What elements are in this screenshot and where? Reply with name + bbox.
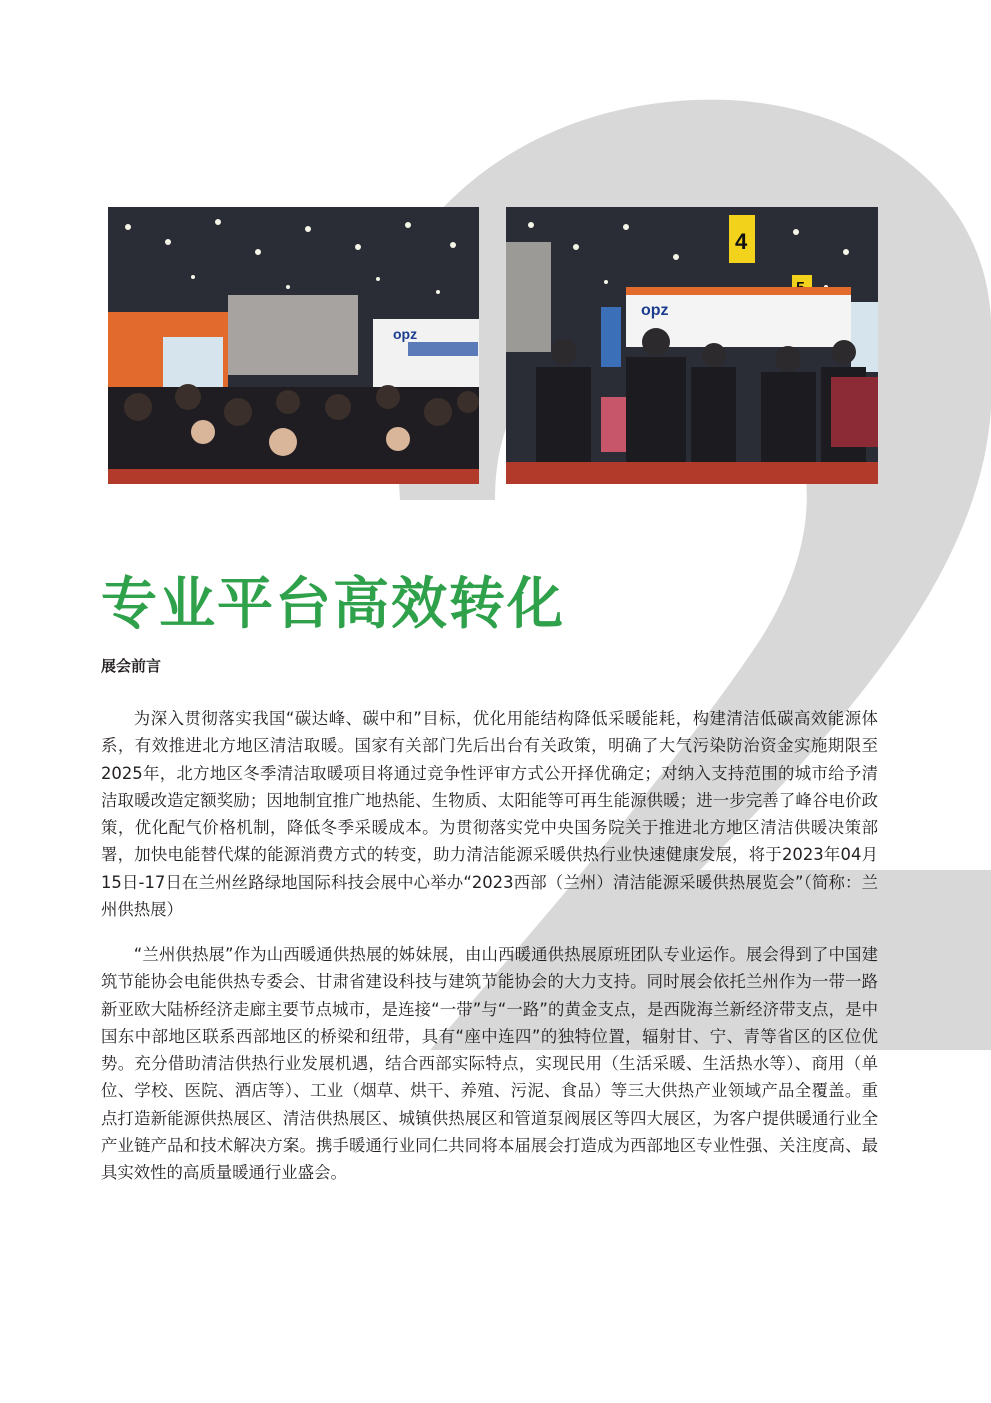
exhibition-hall-photo-left xyxy=(108,207,479,484)
booth-sign-left: opz xyxy=(393,326,418,342)
exhibition-hall-photo-right xyxy=(506,207,878,484)
intro-paragraph-2: “兰州供热展”作为山西暖通供热展的姊妹展，由山西暖通供热展原班团队专业运作。展会得到了中国建筑节能协会电能供热专委会、甘肃省建设科技与建筑节能协会的大力支持。同时展会依托兰州作为一带一路新亚欧大陆桥经济走廊主要节点城市，是连接“一带”与“一路”的黄金支点，是西陇海兰新经济带支点，是中国东中部地区联系西部地区的桥梁和纽带，具有“座中连四”的独特位置，辐射甘、宁、青等省区的区位优势。充分借助清洁供热行业发展机遇，结合西部实际特点，实现民用（生活采暖、生活热水等）、商用（单位、学校、医院、酒店等）、工业（烟草、烘干、养殖、污泥、食品）等三大供热产业领域产品全覆盖。重点打造新能源供热展区、清洁供热展区、城镇供热展区和管道泵阀展区等四大展区，为客户提供暖通行业全产业链产品和技术解决方案。携手暖通行业同仁共同将本届展会打造成为西部地区专业性强、关注度高、最具实效性的高质量暖通行业盛会。 xyxy=(101,945,878,1183)
page-title: 专业平台高效转化 xyxy=(101,572,565,637)
booth-sign-right: opz xyxy=(641,302,669,319)
section-heading: 展会前言 xyxy=(101,657,162,675)
hall-number-sign-4: 4 xyxy=(735,229,748,254)
intro-paragraph-1: 为深入贯彻落实我国“碳达峰、碳中和”目标，优化用能结构降低采暖能耗，构建清洁低碳高效能源体系，有效推进北方地区清洁取暖。国家有关部门先后出台有关政策，明确了大气污染防治资金实施期限至2025年，北方地区冬季清洁取暖项目将通过竞争性评审方式公开择优确定；对纳入支持范围的城市给予清洁取暖改造定额奖励；因地制宜推广地热能、生物质、太阳能等可再生能源供暖；进一步完善了峰谷电价政策，优化配气价格机制，降低冬季采暖成本。为贯彻落实党中央国务院关于推进北方地区清洁供暖决策部署，加快电能替代煤的能源消费方式的转变，助力清洁能源采暖供热行业快速健康发展，将于2023年04月15日-17日在兰州丝路绿地国际科技会展中心举办“2023西部（兰州）清洁能源采暖供热展览会”（简称：兰州供热展） xyxy=(101,709,878,920)
